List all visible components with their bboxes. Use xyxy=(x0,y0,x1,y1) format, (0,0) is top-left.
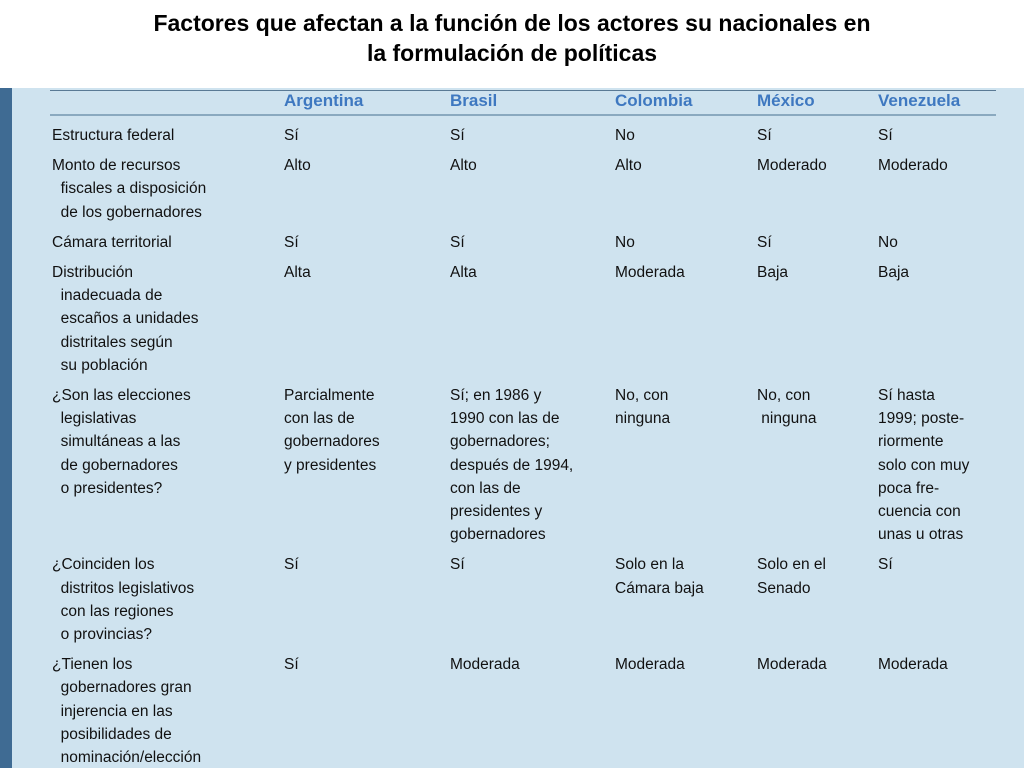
comparison-table xyxy=(50,90,996,766)
cell-text-line: Solo en la xyxy=(615,556,684,574)
table-cell xyxy=(450,653,520,676)
cell-text-line: No xyxy=(615,233,635,251)
cell-text-line: Alto xyxy=(284,157,311,175)
row-label xyxy=(52,261,199,377)
row-label-line: ¿Son las elecciones xyxy=(52,387,191,404)
table-cell xyxy=(450,553,465,576)
row-label-line: escaños a unidades xyxy=(52,310,199,328)
cell-text-line: Alto xyxy=(615,157,642,175)
cell-text-line: Baja xyxy=(757,264,789,281)
cell-text-line: No, con xyxy=(757,387,811,404)
cell-text-line: Baja xyxy=(878,264,910,281)
table-cell xyxy=(757,154,827,177)
cell-text-line: Moderada xyxy=(450,656,520,674)
table-cell xyxy=(878,154,948,177)
cell-text-line: Senado xyxy=(757,579,811,597)
table-cell xyxy=(284,154,311,177)
cell-text-line: poca fre- xyxy=(878,479,940,497)
cell-text-line: Sí xyxy=(450,233,465,251)
table-cell xyxy=(615,231,635,254)
row-label-line: injerencia en las xyxy=(52,702,173,720)
row-label xyxy=(52,653,201,769)
cell-text-line: ninguna xyxy=(757,410,817,428)
row-label-line: inadecuada de xyxy=(52,287,163,305)
row-label-line: gobernadores gran xyxy=(52,679,192,697)
cell-text-line: presidentes y xyxy=(450,503,543,521)
row-label-line: nominación/elección xyxy=(52,749,202,766)
table-cell xyxy=(757,384,816,430)
row-label xyxy=(52,154,206,224)
cell-text-line: Parcialmente xyxy=(284,387,375,404)
cell-text-line: Sí xyxy=(878,556,893,574)
row-label xyxy=(52,384,191,500)
row-label-line: posibilidades de xyxy=(52,725,172,743)
table-cell xyxy=(878,384,969,546)
table-cell xyxy=(878,124,893,147)
cell-text-line: Sí xyxy=(284,556,299,574)
cell-text-line: 1999; poste- xyxy=(878,410,965,428)
row-label-line: o provincias? xyxy=(52,626,152,643)
cell-text-line: Sí xyxy=(284,656,299,674)
title-line-1: Factores que afectan a la función de los actores su nacionales en xyxy=(153,10,871,36)
cell-text-line: No, con xyxy=(615,387,669,404)
row-label-line: distritales según xyxy=(52,333,173,351)
table-cell xyxy=(284,231,299,254)
table-cell xyxy=(615,154,642,177)
table-cell xyxy=(757,653,827,676)
cell-text-line: No xyxy=(878,233,898,251)
cell-text-line: Sí xyxy=(450,556,465,574)
table-cell xyxy=(757,231,772,254)
column-header-mexico: México xyxy=(757,91,815,110)
cell-text-line: Moderada xyxy=(615,656,685,674)
table-cell xyxy=(878,553,893,576)
table-cell xyxy=(878,653,948,676)
cell-text-line: con las de xyxy=(450,479,521,497)
left-accent-bar xyxy=(0,88,12,768)
table-cell xyxy=(615,124,635,147)
row-label-line: ¿Coinciden los xyxy=(52,556,155,574)
row-label-line: Monto de recursos xyxy=(52,157,181,175)
cell-text-line: con las de xyxy=(284,410,355,428)
row-label xyxy=(52,124,174,147)
row-label-line: fiscales a disposición xyxy=(52,180,207,198)
row-label xyxy=(52,553,194,646)
cell-text-line: Solo en el xyxy=(757,556,826,574)
cell-text-line: gobernadores xyxy=(450,526,546,544)
table-cell xyxy=(757,553,826,599)
title-line-2: la formulación de políticas xyxy=(366,40,658,66)
table-cell xyxy=(878,231,898,254)
table-cell xyxy=(284,261,311,284)
table-cell xyxy=(284,384,380,477)
table-cell xyxy=(757,124,772,147)
table-cell xyxy=(615,553,704,599)
cell-text-line: unas u otras xyxy=(878,526,964,544)
cell-text-line: Sí xyxy=(450,127,465,144)
table-cell xyxy=(450,154,477,177)
table-cell xyxy=(284,553,299,576)
column-header-venezuela: Venezuela xyxy=(878,91,961,110)
row-label-line: o presidentes? xyxy=(52,479,163,497)
row-label-line: con las regiones xyxy=(52,602,174,620)
cell-text-line: Sí xyxy=(878,127,893,144)
cell-text-line: Sí xyxy=(284,127,299,144)
row-label-line: su población xyxy=(52,356,148,374)
cell-text-line: Sí; en 1986 y xyxy=(450,387,542,404)
slide-title xyxy=(0,8,1024,68)
cell-text-line: Moderado xyxy=(757,157,827,175)
cell-text-line: después de 1994, xyxy=(450,456,574,474)
column-header-colombia: Colombia xyxy=(615,91,693,110)
cell-text-line: Moderado xyxy=(878,157,948,175)
row-label-line: Cámara territorial xyxy=(52,233,172,251)
row-label-line: distritos legislativos xyxy=(52,579,195,597)
cell-text-line: Sí xyxy=(757,233,772,251)
row-label-line: Distribución xyxy=(52,264,133,281)
table-cell xyxy=(878,261,909,284)
cell-text-line: Moderada xyxy=(757,656,827,674)
table-cell xyxy=(450,124,465,147)
cell-text-line: Sí hasta xyxy=(878,387,935,404)
cell-text-line: Moderada xyxy=(615,264,685,281)
cell-text-line: Alta xyxy=(450,264,477,281)
row-label-line: simultáneas a las xyxy=(52,433,181,451)
table-cell xyxy=(450,384,573,546)
table-cell xyxy=(284,653,299,676)
table-cell xyxy=(450,261,477,284)
table-cell xyxy=(284,124,299,147)
cell-text-line: Cámara baja xyxy=(615,579,704,597)
cell-text-line: gobernadores xyxy=(284,433,380,451)
cell-text-line: 1990 con las de xyxy=(450,410,560,428)
cell-text-line: Moderada xyxy=(878,656,948,674)
table-cell xyxy=(450,231,465,254)
cell-text-line: Sí xyxy=(284,233,299,251)
cell-text-line: y presidentes xyxy=(284,456,377,474)
cell-text-line: No xyxy=(615,127,635,144)
table-cell xyxy=(757,261,788,284)
row-label xyxy=(52,231,172,254)
table-cell xyxy=(615,384,670,430)
cell-text-line: solo con muy xyxy=(878,456,970,474)
cell-text-line: cuencia con xyxy=(878,503,961,521)
cell-text-line: Alta xyxy=(284,264,311,281)
row-label-line: legislativas xyxy=(52,410,137,428)
table-top-rule xyxy=(50,90,996,91)
table-header-row xyxy=(50,90,996,116)
column-header-argentina: Argentina xyxy=(284,91,364,110)
cell-text-line: gobernadores; xyxy=(450,433,550,451)
cell-text-line: ninguna xyxy=(615,410,671,428)
row-label-line: de los gobernadores xyxy=(52,203,202,221)
column-header-brasil: Brasil xyxy=(450,91,498,110)
table-cell xyxy=(615,653,685,676)
row-label-line: Estructura federal xyxy=(52,127,175,144)
cell-text-line: Sí xyxy=(757,127,772,144)
table-cell xyxy=(615,261,685,284)
cell-text-line: Alto xyxy=(450,157,477,175)
cell-text-line: riormente xyxy=(878,433,944,451)
row-label-line: ¿Tienen los xyxy=(52,656,133,674)
row-label-line: de gobernadores xyxy=(52,456,178,474)
